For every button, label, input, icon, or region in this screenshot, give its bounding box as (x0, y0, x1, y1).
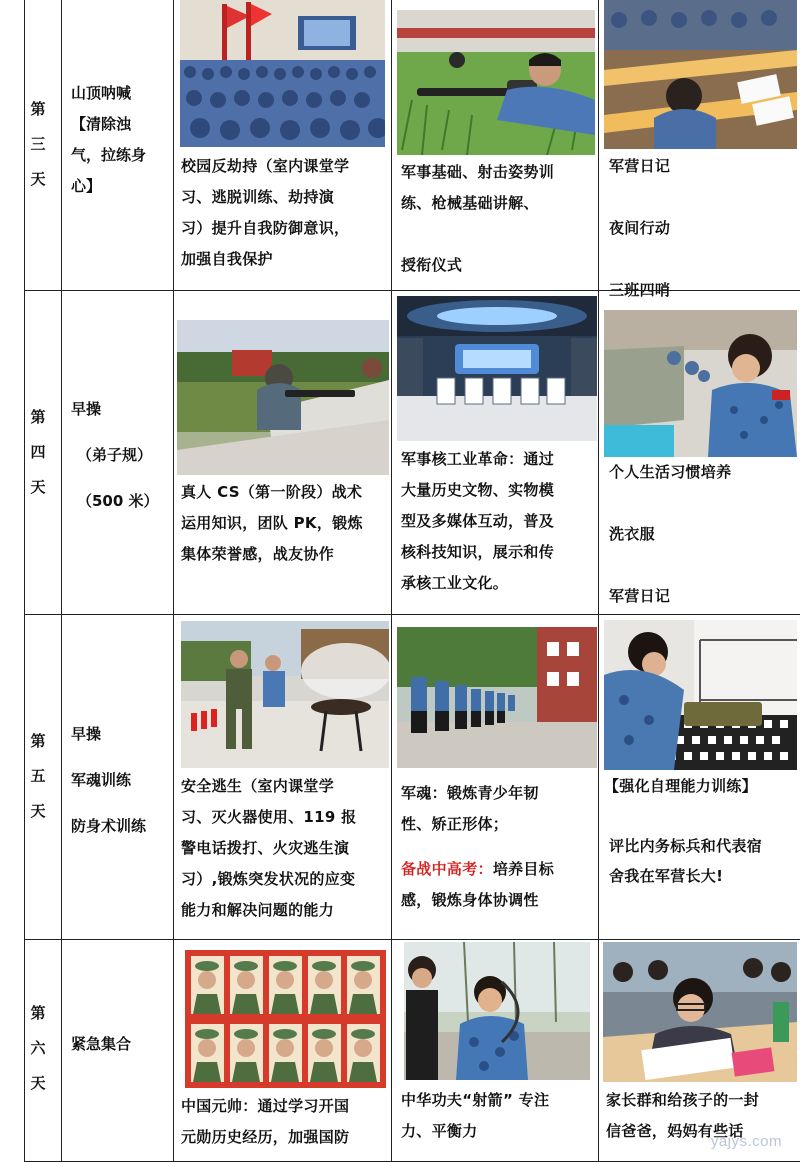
archery-photo (404, 942, 590, 1080)
laundry-photo (604, 310, 797, 457)
activity-description: 军事核工业革命：通过 大量历史文物、实物模 型及多媒体互动，普及 核科技知识，展示和传 承核工业文化。 (401, 450, 555, 592)
activity-description: 军营日记 夜间行动 三班四哨 (609, 157, 671, 299)
classroom-assembly-photo (180, 0, 385, 147)
activity-description: 真人 CS（第一阶段）战术 运用知识，团队 PK，锻炼 集体荣誉感，战友协作 (181, 483, 363, 563)
fire-drill-photo (181, 621, 389, 768)
table-border (173, 0, 174, 1162)
day-label: 第 三 天 (30, 100, 46, 188)
diary-writing-photo (604, 0, 797, 149)
day-label: 第 六 天 (30, 1004, 46, 1092)
activity-description: 军事基础、射击姿势训 练、枪械基础讲解、 授衔仪式 (401, 163, 555, 274)
highlight-text: 备战中高考： (401, 860, 493, 878)
table-border (598, 0, 599, 1162)
cs-game-photo (177, 320, 389, 475)
shooting-training-photo (397, 10, 595, 155)
activity-list: 紧急集合 (71, 1035, 132, 1053)
activity-list: 山顶呐喊 【清除浊 气，拉练身 心】 (71, 84, 147, 195)
table-border (61, 0, 62, 1162)
watermark-text: yajys.com (710, 1133, 782, 1150)
activity-description: 个人生活习惯培养 洗衣服 军营日记 (609, 463, 732, 605)
activity-description: 军魂：锻炼青少年韧 性、矫正形体； 备战中高考：培养目标 感，锻炼身体协调性 (401, 784, 555, 909)
day-label: 第 四 天 (30, 408, 46, 496)
marshals-portraits-photo (185, 950, 386, 1088)
day-label: 第 五 天 (30, 732, 46, 820)
table-border (391, 0, 392, 1162)
activity-description: 中国元帅：通过学习开国 元勋历史经历，加强国防 (181, 1097, 350, 1146)
table-border (24, 0, 25, 1162)
activity-description: 安全逃生（室内课堂学 习、灭火器使用、119 报 警电话拨打、火灾逃生演 习）,锻炼突发状况的应变 能力和解决问题的能力 (181, 777, 357, 919)
activity-description: 中华功夫“射箭” 专注 力、平衡力 (401, 1091, 550, 1140)
table-border (24, 290, 800, 291)
activity-description: 校园反劫持（室内课堂学 习、逃脱训练、劫持演 习）提升自我防御意识， 加强自我保护 (181, 157, 350, 268)
letter-writing-photo (603, 942, 797, 1082)
table-border (24, 939, 800, 940)
table-border (24, 614, 800, 615)
activity-list: 早操 军魂训练 防身术训练 (71, 725, 147, 835)
activity-description: 【强化自理能力训练】 评比内务标兵和代表宿 舍我在军营长大! (604, 777, 763, 885)
nuclear-museum-photo (397, 296, 597, 441)
standing-drill-photo (397, 627, 597, 768)
bed-making-photo (604, 620, 797, 770)
activity-description: 家长群和给孩子的一封 信爸爸，妈妈有些话 (606, 1091, 760, 1140)
activity-list: 早操 （弟子规） （500 米） (71, 400, 159, 510)
